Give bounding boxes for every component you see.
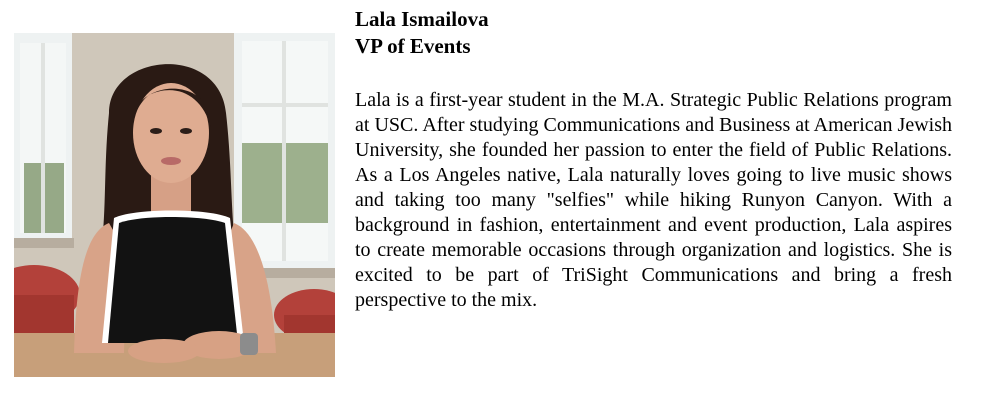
profile-role: VP of Events — [355, 34, 471, 58]
profile-photo-illustration — [14, 33, 335, 377]
profile-bio: Lala is a first-year student in the M.A. Strategic Public Relations program at USC. After studying Communications and Business at American Jewish University, she founded her passion to enter the field of Public Relations. As a Los Angeles native, Lala naturally loves going to live music shows and taking too many "selfies" while hiking Runyon Canyon. With a background in fashion, entertainment and event production, Lala aspires to create memorable occasions through organization and logistics. She is excited to be part of TriSight Communications and bring a fresh perspective to the mix. — [355, 89, 952, 311]
profile-text — [355, 6, 952, 313]
profile-name: Lala Ismailova — [355, 7, 489, 31]
profile-photo — [14, 33, 335, 377]
